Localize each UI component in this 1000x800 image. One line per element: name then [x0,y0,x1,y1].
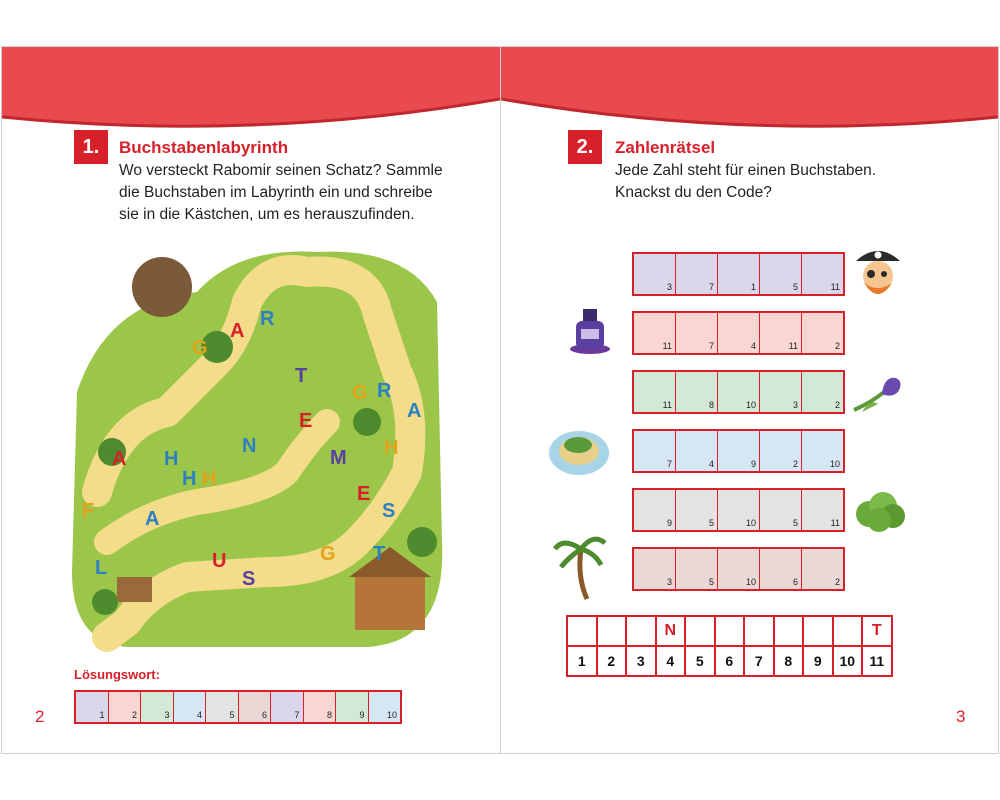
solution-grid[interactable] [74,690,402,724]
solution-cell[interactable] [369,692,401,722]
word-cell-number: 5 [792,282,798,292]
code-letter-cell[interactable] [833,616,863,646]
instruction-line: die Buchstaben im Labyrinth ein und schreibe [119,184,433,201]
word-cell[interactable] [676,313,718,353]
solution-cell-number: 1 [99,710,105,720]
task-title: Zahlenrätsel [615,138,716,157]
word-row [632,547,845,591]
word-cell[interactable] [634,431,676,471]
maze-letter: M [330,447,347,469]
word-cell-number: 10 [829,459,840,469]
code-letter-cell[interactable] [626,616,656,646]
left-page [1,46,501,754]
code-number-cell: 9 [803,646,833,676]
page-number: 3 [956,707,966,726]
word-cell[interactable] [802,372,843,412]
solution-cell-number: 6 [261,710,267,720]
maze-letter: L [95,557,108,579]
palm-tree-icon [553,527,608,602]
word-cell[interactable] [718,431,760,471]
word-cell-number: 7 [666,459,672,469]
word-cell-number: 3 [666,577,672,587]
instruction-line: Wo versteckt Rabomir seinen Schatz? Sammle [119,162,443,179]
code-letter-cell[interactable] [744,616,774,646]
word-cell-number: 3 [666,282,672,292]
letter-maze [67,242,447,652]
instruction-line: sie in die Kästchen, um es herauszufinden. [119,206,415,223]
word-cell-number: 10 [745,400,756,410]
maze-letter: G [192,337,208,359]
maze-letter: H [182,468,197,490]
code-number-cell: 3 [626,646,656,676]
word-cell[interactable] [634,372,676,412]
word-cell[interactable] [802,549,843,589]
word-cell[interactable] [760,490,802,530]
solution-cell-number: 3 [164,710,170,720]
word-cell[interactable] [760,549,802,589]
solution-cell[interactable] [109,692,142,722]
pirate-icon [848,243,908,305]
code-number-cell: 6 [715,646,745,676]
maze-letter: N [242,435,257,457]
code-number-row [567,646,892,676]
header-banner [2,47,500,137]
word-cell-number: 5 [792,518,798,528]
word-cell[interactable] [718,549,760,589]
task-title: Buchstabenlabyrinth [119,138,289,157]
maze-letter: T [295,365,308,387]
maze-letter: S [242,568,256,590]
maze-letter: E [299,410,313,432]
word-cell-number: 5 [708,518,714,528]
task-instructions [119,160,443,226]
code-letter-cell[interactable]: T [862,616,892,646]
maze-letter: A [112,448,127,470]
solution-cell-number: 10 [386,710,397,720]
code-number-cell: 8 [774,646,804,676]
word-cell-number: 11 [830,282,840,292]
code-table [566,615,893,677]
word-cell-number: 7 [708,282,714,292]
task-number-badge: 1. [74,130,108,164]
code-number-cell: 7 [744,646,774,676]
word-cell[interactable] [718,313,760,353]
solution-cell-number: 8 [326,710,332,720]
code-letter-cell[interactable] [803,616,833,646]
word-cell[interactable] [802,254,843,294]
instruction-line: Knackst du den Code? [615,184,772,201]
code-number-cell: 10 [833,646,863,676]
word-cell[interactable] [760,372,802,412]
word-cell-number: 8 [708,400,714,410]
word-cell-number: 11 [788,341,798,351]
word-cell[interactable] [760,254,802,294]
instruction-line: Jede Zahl steht für einen Buchstaben. [615,162,877,179]
word-cell[interactable] [634,490,676,530]
ink-bottle-icon [566,305,616,357]
word-cell-number: 9 [666,518,672,528]
word-cell-number: 7 [708,341,714,351]
word-cell-number: 2 [834,400,840,410]
solution-cell-number: 4 [196,710,202,720]
island-icon [548,417,610,479]
word-cell-number: 11 [662,341,672,351]
maze-letter: R [377,380,392,402]
word-cell[interactable] [718,490,760,530]
word-cell[interactable] [676,549,718,589]
word-cell-number: 3 [792,400,798,410]
maze-letter: T [373,543,386,565]
maze-letter: A [145,508,160,530]
word-cell[interactable] [760,431,802,471]
word-cell-number: 10 [745,577,756,587]
word-row [632,252,845,296]
word-cell[interactable] [760,313,802,353]
page-number: 2 [35,707,45,726]
word-row [632,311,845,355]
code-number-cell: 4 [656,646,686,676]
solution-cell-number: 2 [131,710,137,720]
solution-cell[interactable] [336,692,369,722]
word-cell-number: 4 [750,341,756,351]
word-cell[interactable] [676,490,718,530]
solution-cell-number: 7 [294,710,300,720]
bush-icon [853,488,909,536]
code-number-cell: 5 [685,646,715,676]
word-cell[interactable] [676,254,718,294]
code-number-cell: 2 [597,646,627,676]
word-cell[interactable] [718,372,760,412]
word-cell-number: 9 [750,459,756,469]
solution-cell[interactable] [271,692,304,722]
code-letter-cell[interactable] [567,616,597,646]
code-number-cell: 11 [862,646,892,676]
maze-letter: U [212,550,227,572]
maze-letter: A [407,400,422,422]
word-cell[interactable] [634,549,676,589]
code-letter-cell[interactable] [774,616,804,646]
solution-cell-number: 9 [359,710,365,720]
solution-cell[interactable] [174,692,207,722]
code-letter-cell[interactable] [685,616,715,646]
solution-cell[interactable] [76,692,109,722]
word-cell-number: 11 [830,518,840,528]
solution-cell[interactable] [206,692,239,722]
task-instructions [615,160,876,204]
word-cell-number: 6 [792,577,798,587]
word-cell[interactable] [634,313,676,353]
maze-letter: H [164,448,179,470]
solution-cell[interactable] [239,692,272,722]
solution-cell[interactable] [304,692,337,722]
tulip-icon [852,372,910,417]
maze-letter: H [384,437,399,459]
solution-label: Lösungswort: [74,667,160,682]
maze-letter: E [357,483,371,505]
word-cell[interactable] [802,431,843,471]
code-letter-row[interactable] [567,616,892,646]
task-number-badge: 2. [568,130,602,164]
word-cell-number: 10 [745,518,756,528]
header-banner [501,47,998,137]
word-cell-number: 1 [750,282,756,292]
word-cell[interactable] [676,431,718,471]
word-row [632,370,845,414]
code-letter-cell[interactable] [715,616,745,646]
word-row [632,488,845,532]
word-cell[interactable] [634,254,676,294]
maze-letter: F [82,500,95,522]
maze-letter: H [202,468,217,490]
code-letter-cell[interactable] [597,616,627,646]
maze-letter: R [260,308,275,330]
code-number-cell: 1 [567,646,597,676]
word-cell-number: 11 [662,400,672,410]
word-cell-number: 2 [834,341,840,351]
word-cell-number: 5 [708,577,714,587]
word-cell-number: 2 [834,577,840,587]
word-cell-number: 2 [792,459,798,469]
word-cell[interactable] [802,490,843,530]
maze-letter: G [352,382,368,404]
word-cell[interactable] [718,254,760,294]
code-letter-cell[interactable]: N [656,616,686,646]
maze-letter: A [230,320,245,342]
maze-letter: S [382,500,396,522]
solution-cell[interactable] [141,692,174,722]
word-cell[interactable] [676,372,718,412]
solution-cell-number: 5 [229,710,235,720]
word-cell-number: 4 [708,459,714,469]
word-cell[interactable] [802,313,843,353]
maze-letter: G [320,543,336,565]
word-row [632,429,845,473]
